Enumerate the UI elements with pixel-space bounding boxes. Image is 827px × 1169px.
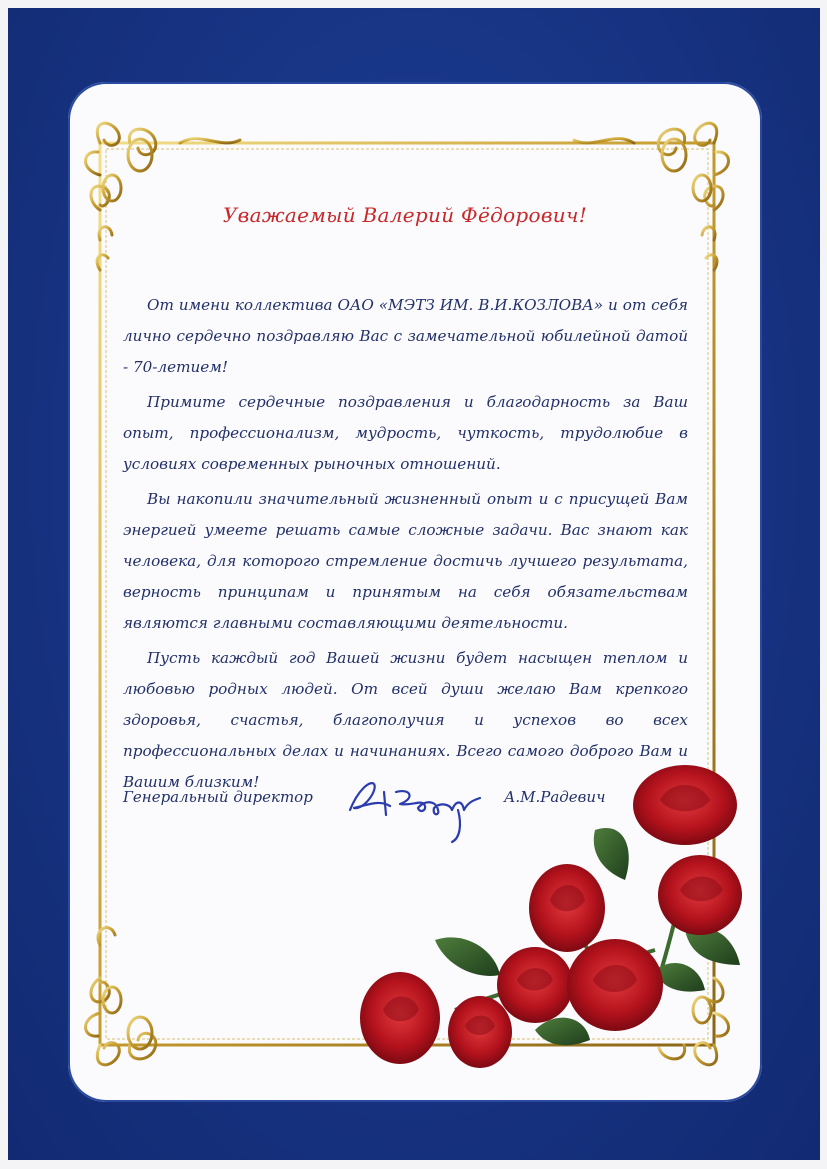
paragraph-3: Вы накопили значительный жизненный опыт и с присущей Вам энергией умеете решать самые сложные задачи. Вас знают как человека, для которого стремление достичь лучшего результата, верность принципам и принятым на себя обязательствам являются главными составляющими деятельности. [123,490,688,632]
signatory-name: А.М.Радевич [504,788,606,806]
red-roses-bouquet [355,760,755,1090]
paragraph-4: Пусть каждый год Вашей жизни будет насыщен теплом и любовью родных людей. От всей души желаю Вам крепкого здоровья, счастья, благополучия и успехов во всех профессиональных делах и начинаниях. Всего самого доброго Вам и Вашим близким! [123,649,688,791]
signatory-title: Генеральный директор [123,788,313,806]
paragraph-2: Примите сердечные поздравления и благодарность за Ваш опыт, профессионализм, мудрость, чуткость, трудолюбие в условиях современных рыночных отношений. [123,393,688,473]
paragraph-1: От имени коллектива ОАО «МЭТЗ ИМ. В.И.КОЗЛОВА» и от себя лично сердечно поздравляю Вас с замечательной юбилейной датой - 70-летием! [123,296,688,376]
letter-body [123,290,688,798]
salutation-title: Уважаемый Валерий Фёдорович! [222,203,588,227]
